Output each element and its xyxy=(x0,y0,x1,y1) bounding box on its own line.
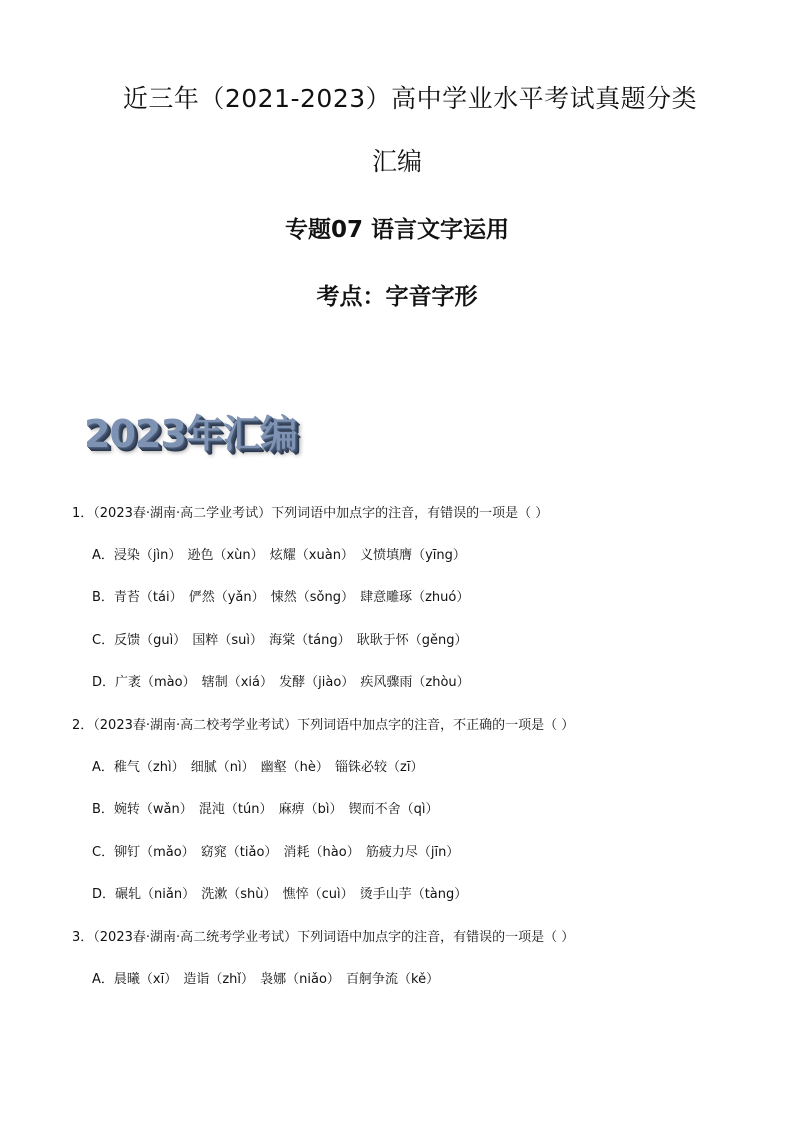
question-2-stem: 2．（2023春·湖南·高二校考学业考试）下列词语中加点字的注音，不正确的一项是（ ） xyxy=(72,718,575,733)
question-2-option-a: A．稚气（zhì） 细腻（nì） 幽壑（hè） 锱铢必较（zī） xyxy=(92,760,424,775)
document-title-line1: 近三年（2021-2023）高中学业水平考试真题分类 xyxy=(122,84,698,113)
question-2-option-b: B．婉转（wǎn） 混沌（tún） 麻痹（bì） 锲而不舍（qì） xyxy=(92,802,439,817)
topic-heading: 专题07 语言文字运用 xyxy=(284,217,509,243)
question-3-stem: 3．（2023春·湖南·高二统考学业考试）下列词语中加点字的注音，有错误的一项是（ ） xyxy=(72,930,575,945)
exam-point-heading: 考点：字音字形 xyxy=(316,284,478,310)
question-3-option-a: A．晨曦（xī） 造诣（zhǐ） 袅娜（niǎo） 百舸争流（kě） xyxy=(92,972,440,987)
question-1-option-a: A．浸染（jìn） 逊色（xùn） 炫耀（xuàn） 义愤填膺（yīng） xyxy=(92,548,466,563)
question-1-option-c: C．反馈（guì） 国粹（suì） 海棠（táng） 耿耿于怀（gěng） xyxy=(92,633,468,648)
section-banner: 2023年汇编 xyxy=(84,412,297,456)
question-2-option-d: D．碾轧（niǎn） 洗漱（shù） 憔悴（cuì） 烫手山芋（tàng） xyxy=(92,887,468,902)
question-1-option-d: D．广袤（mào） 辖制（xiá） 发酵（jiào） 疾风骤雨（zhòu） xyxy=(92,675,470,690)
document-title-line2: 汇编 xyxy=(371,147,422,176)
question-2-option-c: C．铆钉（mǎo） 窈窕（tiǎo） 消耗（hào） 筋疲力尽（jīn） xyxy=(92,845,460,860)
question-1-stem: 1．（2023春·湖南·高二学业考试）下列词语中加点字的注音，有错误的一项是（ ） xyxy=(72,506,549,521)
question-1-option-b: B．青苔（tái） 俨然（yǎn） 悚然（sǒng） 肆意雕琢（zhuó） xyxy=(92,590,470,605)
